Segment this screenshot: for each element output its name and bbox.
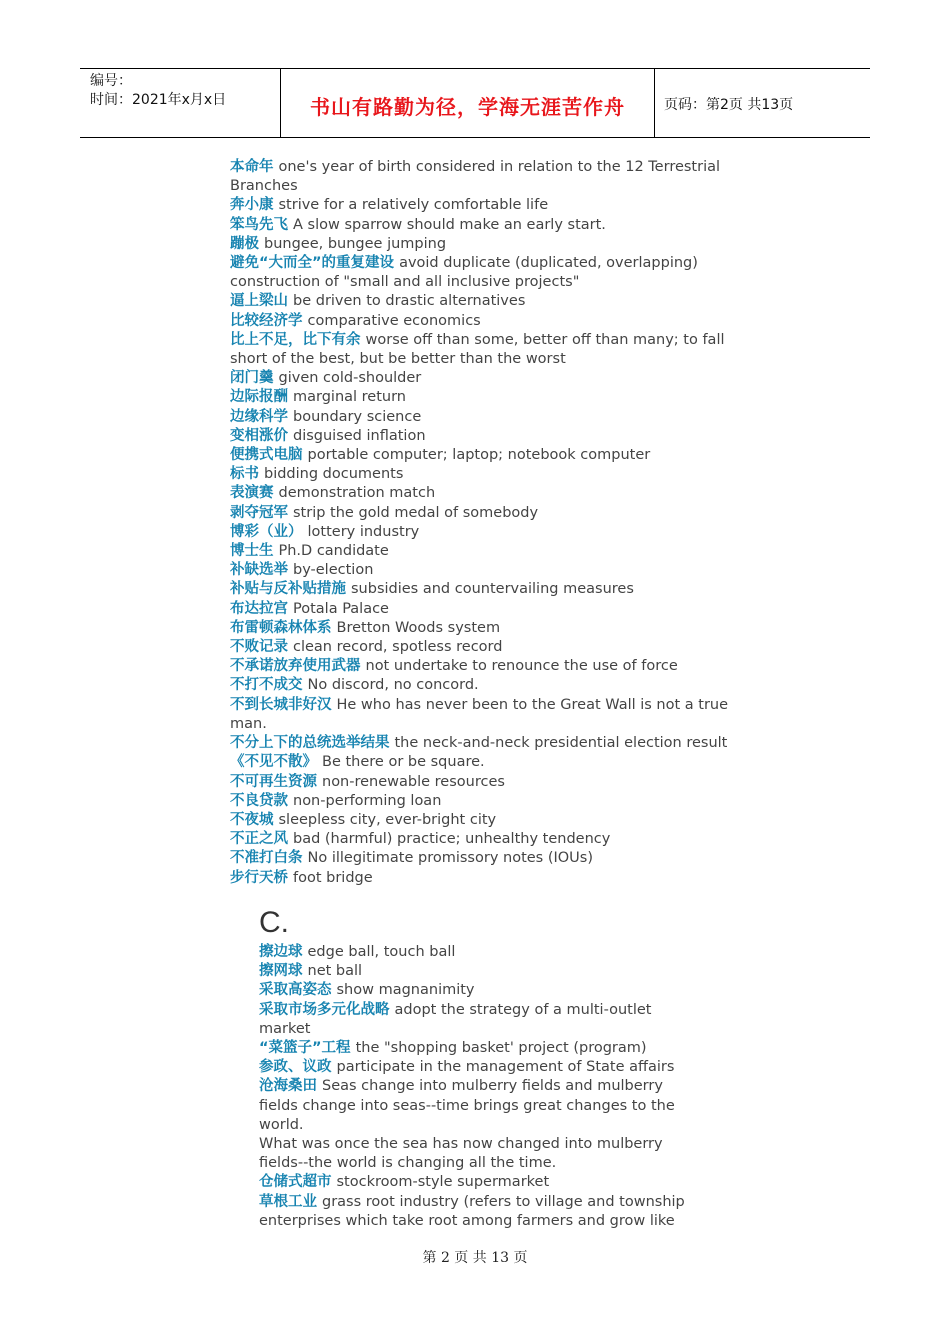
glossary-entry xyxy=(230,580,740,599)
entry-term: 逼上梁山 xyxy=(230,293,288,310)
entry-definition: Be there or be square. xyxy=(322,754,485,771)
entry-definition: one's year of birth considered in relation to the 12 Terrestrial Branches xyxy=(230,159,721,195)
entry-definition: worse off than some, better off than many; to fall short of the best, but be better than the worst xyxy=(230,331,725,368)
entry-definition: strive for a relatively comfortable life xyxy=(278,197,549,214)
entry-term: 奔小康 xyxy=(230,197,274,214)
glossary-entry xyxy=(259,1135,689,1173)
entry-definition: bad (harmful) practice; unhealthy tendency xyxy=(293,831,611,848)
entry-definition: No illegitimate promissory notes (IOUs) xyxy=(307,850,594,867)
header-motto: 书山有路勤为径，学海无涯苦作舟 xyxy=(310,95,625,119)
glossary-entry xyxy=(259,1193,689,1231)
entry-term: 不到长城非好汉 xyxy=(230,696,332,713)
entry-definition: the "shopping basket' project (program) xyxy=(355,1040,647,1057)
entry-term: 不分上下的总统选举结果 xyxy=(230,735,390,752)
glossary-entry xyxy=(259,981,689,1000)
glossary-entry xyxy=(259,962,689,981)
footer-page-number: 第 2 页 共 13 页 xyxy=(422,1250,528,1266)
glossary-entry xyxy=(230,696,740,734)
glossary-entry xyxy=(230,216,740,235)
entry-term: 博彩（业） xyxy=(230,523,303,540)
entry-term: 便携式电脑 xyxy=(230,447,303,464)
glossary-entry xyxy=(230,427,740,446)
glossary-entry xyxy=(230,408,740,427)
entry-term: 本命年 xyxy=(230,159,274,175)
glossary-entry xyxy=(230,734,740,753)
glossary-entry xyxy=(230,446,740,465)
glossary-entry xyxy=(230,849,740,868)
header-page-cell xyxy=(655,69,870,137)
entry-definition: show magnanimity xyxy=(336,982,475,999)
entry-definition: stockroom-style supermarket xyxy=(336,1174,550,1191)
page-footer xyxy=(0,1247,950,1267)
entry-term: 不败记录 xyxy=(230,639,288,656)
entry-definition: Seas change into mulberry fields and mulberry fields change into seas--time brings great changes to the world. xyxy=(259,1078,675,1133)
glossary-entry xyxy=(230,542,740,561)
entry-definition: What was once the sea has now changed into mulberry fields--the world is changing all the time. xyxy=(259,1136,663,1172)
entry-definition: No discord, no concord. xyxy=(307,677,479,694)
glossary-entry xyxy=(230,292,740,311)
entry-definition: boundary science xyxy=(293,408,422,425)
entry-term: 剥夺冠军 xyxy=(230,504,288,521)
glossary-list xyxy=(230,158,740,888)
glossary-entry xyxy=(230,312,740,331)
glossary-entry xyxy=(230,773,740,792)
entry-term: 不正之风 xyxy=(230,831,288,848)
entry-term: 比上不足，比下有余 xyxy=(230,331,361,348)
entry-term: 采取高姿态 xyxy=(259,982,332,999)
header-meta xyxy=(80,69,281,137)
header-page-label: 页码：第2页 共13页 xyxy=(664,97,794,113)
glossary-entry xyxy=(259,1001,689,1039)
entry-definition: by-election xyxy=(293,562,374,579)
entry-term: 闭门羹 xyxy=(230,370,274,387)
entry-term: 不打不成交 xyxy=(230,677,303,694)
glossary-entry xyxy=(259,1039,689,1058)
entry-definition: A slow sparrow should make an early start. xyxy=(293,216,606,233)
entry-term: 补缺选举 xyxy=(230,562,288,579)
glossary-entry xyxy=(230,484,740,503)
entry-term: 比较经济学 xyxy=(230,312,303,329)
entry-definition: disguised inflation xyxy=(293,427,426,444)
glossary-entry xyxy=(230,465,740,484)
entry-definition: foot bridge xyxy=(293,869,373,886)
glossary-entry xyxy=(259,943,689,962)
glossary-entry xyxy=(230,830,740,849)
entry-definition: clean record, spotless record xyxy=(293,639,503,656)
entry-definition: not undertake to renounce the use of force xyxy=(365,658,678,675)
number-label: 编号： xyxy=(90,73,132,89)
glossary-entry xyxy=(230,196,740,215)
entry-definition: marginal return xyxy=(293,389,406,406)
entry-term: 布雷顿森林体系 xyxy=(230,619,332,636)
entry-definition: Potala Palace xyxy=(293,600,389,617)
entry-term: 步行天桥 xyxy=(230,869,288,886)
glossary-entry xyxy=(230,811,740,830)
glossary-entry xyxy=(230,369,740,388)
entry-definition: subsidies and countervailing measures xyxy=(351,581,634,598)
entry-term: 草根工业 xyxy=(259,1193,317,1210)
entry-definition: net ball xyxy=(307,963,363,980)
entry-definition: portable computer; laptop; notebook computer xyxy=(307,447,651,464)
entry-definition: Ph.D candidate xyxy=(278,543,389,560)
entry-definition: avoid duplicate (duplicated, overlapping) construction of "small and all inclusive projects" xyxy=(230,255,698,291)
entry-definition: given cold-shoulder xyxy=(278,370,422,387)
section-letter: C. xyxy=(259,906,289,939)
entry-term: 擦网球 xyxy=(259,963,303,980)
glossary-entry xyxy=(230,254,740,292)
entry-term: “菜篮子”工程 xyxy=(259,1040,351,1057)
glossary-entry xyxy=(230,235,740,254)
entry-term: 不夜城 xyxy=(230,811,274,828)
entry-definition: be driven to drastic alternatives xyxy=(293,293,526,310)
glossary-entry xyxy=(259,1058,689,1077)
entry-definition: participate in the management of State affairs xyxy=(336,1059,675,1076)
glossary-entry xyxy=(230,792,740,811)
glossary-entry xyxy=(230,523,740,542)
section-c-list xyxy=(259,943,689,1231)
entry-definition: demonstration match xyxy=(278,485,436,502)
entry-term: 擦边球 xyxy=(259,944,303,960)
entry-definition: grass root industry (refers to village and township enterprises which take root among farmers and grow like xyxy=(259,1193,685,1229)
glossary-entry xyxy=(230,619,740,638)
entry-term: 标书 xyxy=(230,466,259,483)
glossary-entry xyxy=(230,600,740,619)
entry-definition: Bretton Woods system xyxy=(336,619,501,636)
entry-term: 表演赛 xyxy=(230,485,274,502)
entry-definition: bidding documents xyxy=(264,466,404,483)
entry-term: 蹦极 xyxy=(230,235,259,252)
time-label: 时间：2021年x月x日 xyxy=(90,92,227,108)
glossary-entry xyxy=(230,504,740,523)
entry-term: 补贴与反补贴措施 xyxy=(230,581,346,598)
glossary-entry xyxy=(230,158,740,196)
entry-term: 边际报酬 xyxy=(230,389,288,406)
header-motto-cell xyxy=(281,69,655,137)
entry-definition: lottery industry xyxy=(307,523,420,540)
entry-definition: non-performing loan xyxy=(293,792,442,809)
entry-definition: strip the gold medal of somebody xyxy=(293,504,539,521)
entry-term: 不良贷款 xyxy=(230,792,288,809)
entry-term: 参政、议政 xyxy=(259,1059,332,1076)
glossary-entry xyxy=(230,561,740,580)
entry-definition: edge ball, touch ball xyxy=(307,944,456,960)
entry-definition: sleepless city, ever-bright city xyxy=(278,811,497,828)
glossary-entry xyxy=(230,753,740,772)
entry-term: 采取市场多元化战略 xyxy=(259,1001,390,1018)
entry-term: 笨鸟先飞 xyxy=(230,216,288,233)
entry-term: 《不见不散》 xyxy=(230,754,317,771)
entry-definition: adopt the strategy of a multi-outlet market xyxy=(259,1001,652,1037)
entry-term: 变相涨价 xyxy=(230,427,288,444)
page-header xyxy=(80,68,870,138)
entry-term: 仓储式超市 xyxy=(259,1174,332,1191)
glossary-entry xyxy=(230,331,740,369)
entry-term: 沧海桑田 xyxy=(259,1078,317,1095)
glossary-entry xyxy=(259,1077,689,1135)
entry-term: 布达拉宫 xyxy=(230,600,288,617)
glossary-entry xyxy=(230,676,740,695)
glossary-entry xyxy=(230,388,740,407)
entry-definition: non-renewable resources xyxy=(322,773,505,790)
entry-term: 不承诺放弃使用武器 xyxy=(230,658,361,675)
entry-term: 避免“大而全”的重复建设 xyxy=(230,255,395,272)
glossary-entry xyxy=(230,638,740,657)
section-c xyxy=(259,906,689,1231)
entry-definition: bungee, bungee jumping xyxy=(264,235,447,252)
glossary-entry xyxy=(259,1173,689,1192)
glossary-entry xyxy=(230,657,740,676)
glossary-entry xyxy=(230,869,740,888)
entry-term: 边缘科学 xyxy=(230,408,288,425)
entry-term: 不可再生资源 xyxy=(230,773,317,790)
entry-term: 不准打白条 xyxy=(230,850,303,867)
entry-term: 博士生 xyxy=(230,543,274,560)
entry-definition: comparative economics xyxy=(307,312,481,329)
entry-definition: He who has never been to the Great Wall is not a true man. xyxy=(230,696,729,732)
entry-definition: the neck-and-neck presidential election result xyxy=(394,735,728,752)
